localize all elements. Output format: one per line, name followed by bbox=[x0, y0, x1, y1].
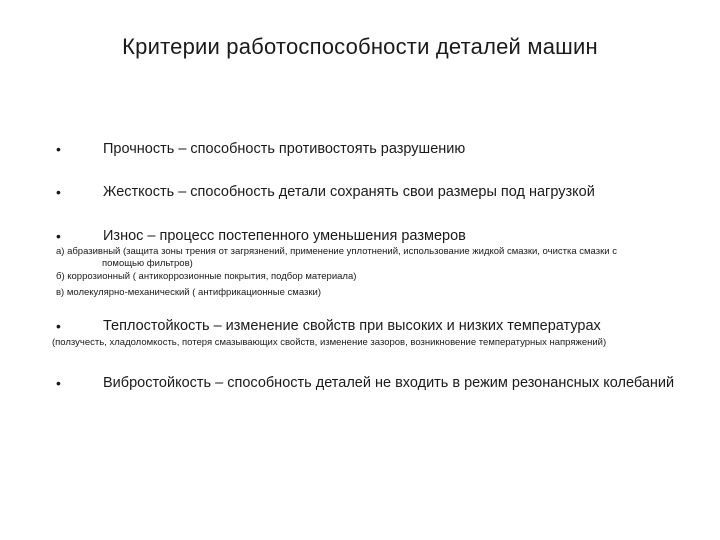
note-line: б) коррозионный ( антикоррозионные покрытия, подбор материала) bbox=[56, 271, 357, 282]
bullet: • bbox=[56, 375, 61, 391]
bullet: • bbox=[56, 184, 61, 200]
bullet: • bbox=[56, 228, 61, 244]
list-item-text: Износ – процесс постепенного уменьшения размеров bbox=[103, 228, 466, 244]
slide-title: Критерии работоспособности деталей машин bbox=[122, 34, 598, 59]
list-item-text: Теплостойкость – изменение свойств при высоких и низких температурах bbox=[103, 318, 601, 334]
note-line: в) молекулярно-механический ( антифрикационные смазки) bbox=[56, 287, 321, 298]
list-item-text: Прочность – способность противостоять разрушению bbox=[103, 141, 466, 157]
bullet: • bbox=[56, 318, 61, 334]
note-line: (ползучесть, хладоломкость, потеря смазывающих свойств, изменение зазоров, возникновение температурных напряжений) bbox=[52, 337, 607, 348]
note-line: а) абразивный (защита зоны трения от загрязнений, применение уплотнений, использование жидкой смазки, очистка смазки с bbox=[56, 246, 617, 257]
note-line: помощью фильтров) bbox=[102, 258, 193, 269]
bullet: • bbox=[56, 141, 61, 157]
list-item-text: Жесткость – способность детали сохранять свои размеры под нагрузкой bbox=[103, 184, 595, 200]
list-item-text: Виброcтойкость – способность деталей не входить в режим резонансных колебаний bbox=[103, 375, 675, 391]
